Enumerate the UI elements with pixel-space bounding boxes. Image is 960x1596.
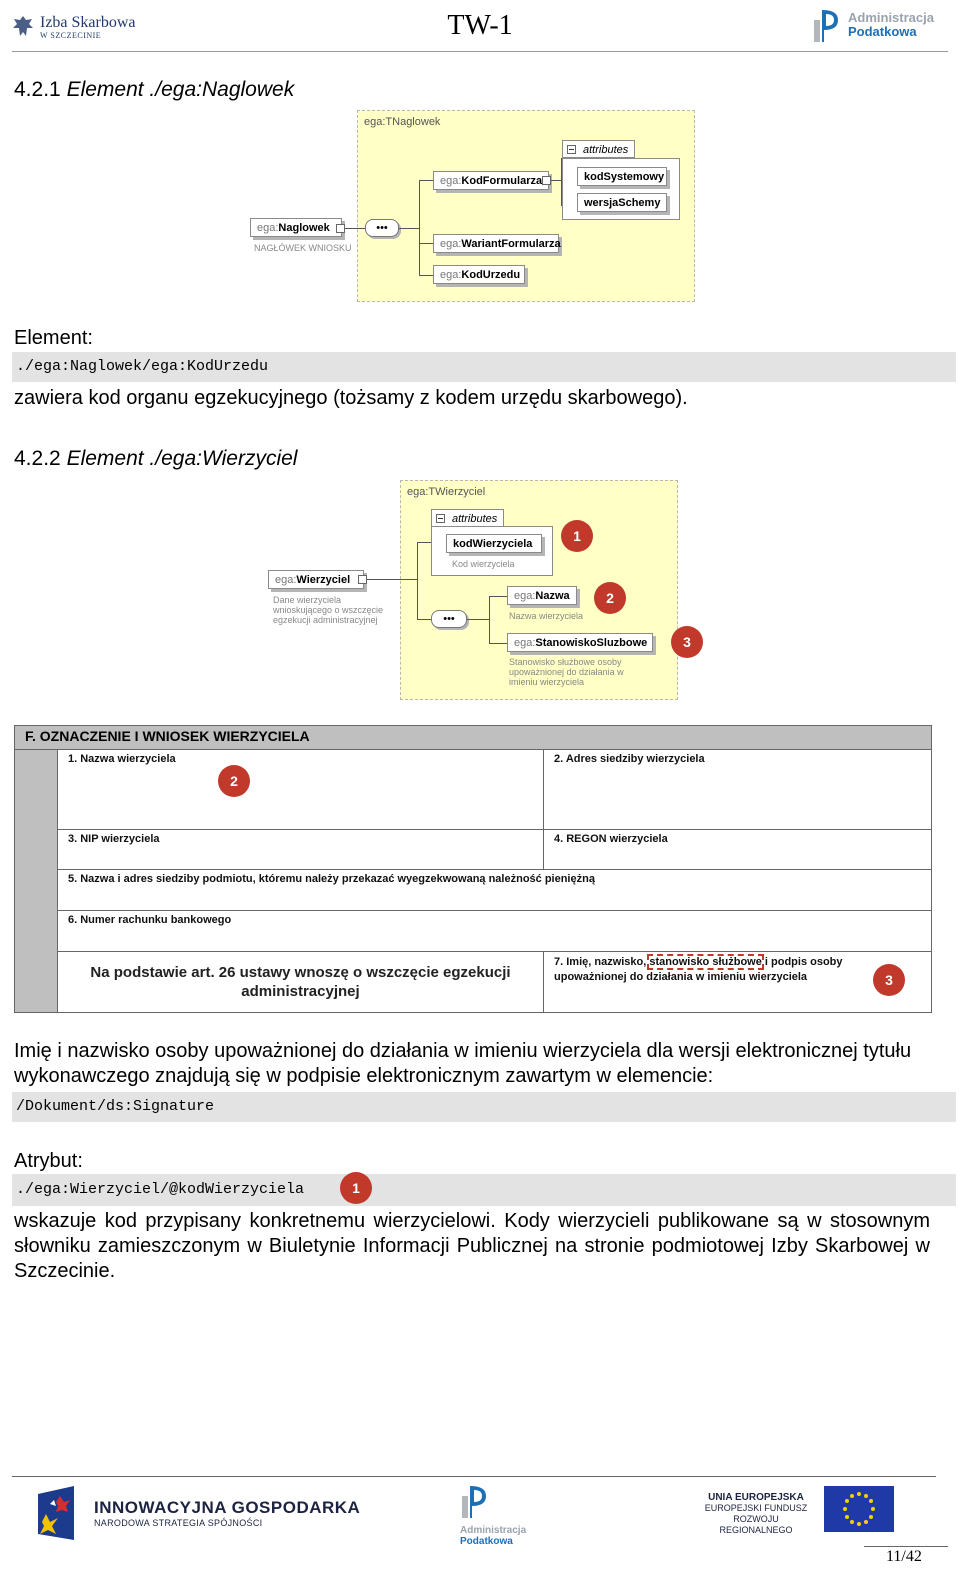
page-number: 11/42 bbox=[886, 1548, 922, 1565]
ap-line2: Podatkowa bbox=[848, 24, 917, 39]
attributes-label: attributes bbox=[583, 144, 629, 156]
eu-text-block bbox=[696, 1492, 816, 1536]
element-description: zawiera kod organu egzekucyjnego (tożsamy z kodem urzędu skarbowego). bbox=[14, 387, 688, 409]
minus-icon bbox=[567, 145, 576, 154]
child1-prefix: ega: bbox=[514, 590, 536, 602]
field-6-rachunek[interactable] bbox=[58, 911, 931, 952]
connector bbox=[419, 180, 433, 181]
attributes-tab bbox=[431, 509, 504, 527]
ig-logo-icon bbox=[34, 1484, 78, 1542]
attribute-badge-1: 1 bbox=[340, 1172, 372, 1204]
root-note: NAGŁÓWEK WNIOSKU bbox=[254, 243, 352, 253]
attr2-name: wersjaSchemy bbox=[584, 197, 661, 209]
attr1-note: Kod wierzyciela bbox=[452, 559, 515, 569]
ig-subtitle: NARODOWA STRATEGIA SPÓJNOŚCI bbox=[94, 1518, 263, 1528]
form-section-f bbox=[14, 725, 932, 1013]
root-name: Naglowek bbox=[278, 222, 330, 234]
root-prefix: ega: bbox=[275, 574, 297, 586]
child2-name: WariantFormularza bbox=[461, 238, 561, 250]
signature-path: /Dokument/ds:Signature bbox=[12, 1092, 956, 1122]
document-title: TW-1 bbox=[447, 10, 513, 41]
field-1-nazwa[interactable] bbox=[58, 750, 544, 830]
attr-kodsystemowy bbox=[577, 167, 667, 186]
section-number: 4.2.2 bbox=[14, 447, 61, 470]
attr-wersjaschemy bbox=[577, 193, 667, 212]
child-kodurzedu bbox=[433, 265, 525, 284]
connector bbox=[367, 579, 417, 580]
eu-line1: UNIA EUROPEJSKA bbox=[708, 1492, 804, 1503]
sequence-icon: ••• bbox=[365, 219, 399, 237]
ap-line1: Administracja bbox=[848, 10, 934, 25]
field-5-label: 5. Nazwa i adres siedziby podmiotu, któremu należy przekazać wyegzekwowaną należność pieniężną bbox=[68, 873, 595, 885]
connector bbox=[345, 228, 365, 229]
ap-logo-icon bbox=[812, 6, 842, 44]
attr1-name: kodWierzyciela bbox=[453, 538, 533, 550]
eu-line3: ROZWOJU REGIONALNEGO bbox=[719, 1514, 793, 1535]
attributes-tab bbox=[562, 140, 635, 158]
root-collapse-icon bbox=[336, 224, 345, 233]
root-prefix: ega: bbox=[257, 222, 279, 234]
badge-3: 3 bbox=[671, 626, 703, 658]
connector bbox=[419, 243, 433, 244]
attributes-label: attributes bbox=[452, 513, 498, 525]
field-4-regon[interactable] bbox=[544, 830, 931, 870]
child1-prefix: ega: bbox=[440, 175, 462, 187]
child1-note: Nazwa wierzyciela bbox=[509, 611, 584, 621]
request-statement bbox=[58, 952, 544, 1012]
administracja-podatkowa-logo bbox=[812, 6, 934, 44]
connector bbox=[489, 643, 507, 644]
child1-name: Nazwa bbox=[535, 590, 570, 602]
child1-name: KodFormularza bbox=[461, 175, 543, 187]
connector bbox=[419, 180, 420, 276]
field-2-adres[interactable] bbox=[544, 750, 931, 830]
form-badge-2: 2 bbox=[218, 765, 250, 797]
section-title-text: Element ./ega:Naglowek bbox=[66, 78, 295, 101]
field-6-label: 6. Numer rachunku bankowego bbox=[68, 914, 232, 926]
connector bbox=[417, 619, 431, 620]
field-2-label: 2. Adres siedziby wierzyciela bbox=[554, 753, 705, 765]
child-stanowiskosluzbowe bbox=[507, 633, 653, 652]
connector bbox=[417, 542, 431, 543]
eu-flag-icon bbox=[824, 1486, 894, 1532]
attribute-description: wskazuje kod przypisany konkretnemu wierzycielowi. Kody wierzycieli publikowane są w stosownym słowniku zamieszczonym w Biuletynie Informacji Publicznej na stronie podmiotowej Izby Skarbowej w Szczecinie. bbox=[14, 1210, 930, 1282]
element-label: Element: bbox=[14, 327, 93, 349]
badge-2: 2 bbox=[594, 582, 626, 614]
connector bbox=[551, 180, 561, 181]
field-7-part-c: i podpis osoby upoważnionej do działania w imieniu wierzyciela bbox=[554, 956, 843, 983]
badge-1: 1 bbox=[561, 520, 593, 552]
izba-sub: W SZCZECINIE bbox=[40, 30, 102, 40]
child-wariantformularza bbox=[433, 234, 559, 253]
child2-note: Stanowisko służbowe osoby upoważnionej do działania w imieniu wierzyciela bbox=[509, 657, 624, 687]
naglowek-schema-diagram bbox=[250, 110, 700, 302]
footer-rule bbox=[12, 1476, 936, 1477]
field-7-part-a: 7. Imię, nazwisko, bbox=[554, 956, 650, 968]
attribute-path: ./ega:Wierzyciel/@kodWierzyciela bbox=[12, 1174, 956, 1206]
footer-ap-logo bbox=[460, 1482, 526, 1547]
minus-icon bbox=[436, 514, 445, 523]
connector bbox=[467, 619, 489, 620]
child2-prefix: ega: bbox=[440, 238, 462, 250]
field-1-label: 1. Nazwa wierzyciela bbox=[68, 753, 176, 765]
child-kodformularza bbox=[433, 171, 549, 190]
child2-name: StanowiskoSluzbowe bbox=[535, 637, 648, 649]
field-3-nip[interactable] bbox=[58, 830, 544, 870]
form-badge-3: 3 bbox=[873, 964, 905, 996]
connector bbox=[417, 542, 418, 579]
root-node bbox=[250, 218, 342, 237]
child2-prefix: ega: bbox=[514, 637, 536, 649]
field-4-label: 4. REGON wierzyciela bbox=[554, 833, 668, 845]
element-path: ./ega:Naglowek/ega:KodUrzedu bbox=[12, 352, 956, 382]
connector bbox=[419, 275, 433, 276]
wierzyciel-schema-diagram bbox=[266, 478, 716, 702]
ig-title: INNOWACYJNA GOSPODARKA bbox=[94, 1498, 361, 1517]
sequence-icon: ••• bbox=[431, 610, 467, 628]
signature-paragraph: Imię i nazwisko osoby upoważnionej do działania w imieniu wierzyciela dla wersji elektronicznej tytułu wykonawczego znajdują się w podpisie elektronicznym zawartym w elemencie: bbox=[14, 1040, 912, 1087]
section-title-text: Element ./ega:Wierzyciel bbox=[66, 447, 298, 470]
section-heading-wierzyciel bbox=[14, 447, 297, 471]
attr1-name: kodSystemowy bbox=[584, 171, 665, 183]
child1-collapse-icon bbox=[542, 176, 551, 185]
type-label: ega:TNaglowek bbox=[364, 116, 441, 128]
attr-kodwierzyciela bbox=[446, 534, 542, 553]
type-label: ega:TWierzyciel bbox=[407, 486, 486, 498]
field-7-label bbox=[544, 952, 884, 988]
root-name: Wierzyciel bbox=[296, 574, 351, 586]
field-5-podmiot[interactable] bbox=[58, 870, 931, 911]
field-7-highlight: stanowisko służbowe bbox=[649, 956, 762, 968]
form-title: F. OZNACZENIE I WNIOSEK WIERZYCIELA bbox=[15, 726, 931, 750]
field-3-label: 3. NIP wierzyciela bbox=[68, 833, 160, 845]
child-nazwa bbox=[507, 586, 577, 605]
footer-ap-line2: Podatkowa bbox=[460, 1536, 513, 1547]
connector bbox=[417, 579, 418, 619]
child3-name: KodUrzedu bbox=[461, 269, 521, 281]
request-text: Na podstawie art. 26 ustawy wnoszę o wszczęcie egzekucji administracyjnej bbox=[90, 964, 511, 1000]
attribute-label: Atrybut: bbox=[14, 1150, 83, 1172]
connector bbox=[489, 596, 507, 597]
root-note: Dane wierzyciela wnioskującego o wszczęcie egzekucji administracyjnej bbox=[273, 595, 384, 625]
footer-ap-icon bbox=[460, 1482, 490, 1520]
page-number-rule bbox=[864, 1546, 948, 1547]
section-heading-naglowek bbox=[14, 78, 294, 102]
root-collapse-icon bbox=[358, 575, 367, 584]
izba-name: Izba Skarbowa bbox=[40, 13, 136, 31]
root-node bbox=[268, 570, 364, 589]
footer-ap-line1: Administracja bbox=[460, 1525, 527, 1536]
section-number: 4.2.1 bbox=[14, 78, 61, 101]
connector bbox=[489, 596, 490, 643]
connector bbox=[399, 228, 419, 229]
form-side-bar bbox=[15, 750, 58, 1012]
header-rule bbox=[12, 51, 948, 52]
child3-prefix: ega: bbox=[440, 269, 462, 281]
innowacyjna-gospodarka-logo bbox=[34, 1484, 360, 1542]
eu-line2: EUROPEJSKI FUNDUSZ bbox=[704, 1503, 808, 1513]
